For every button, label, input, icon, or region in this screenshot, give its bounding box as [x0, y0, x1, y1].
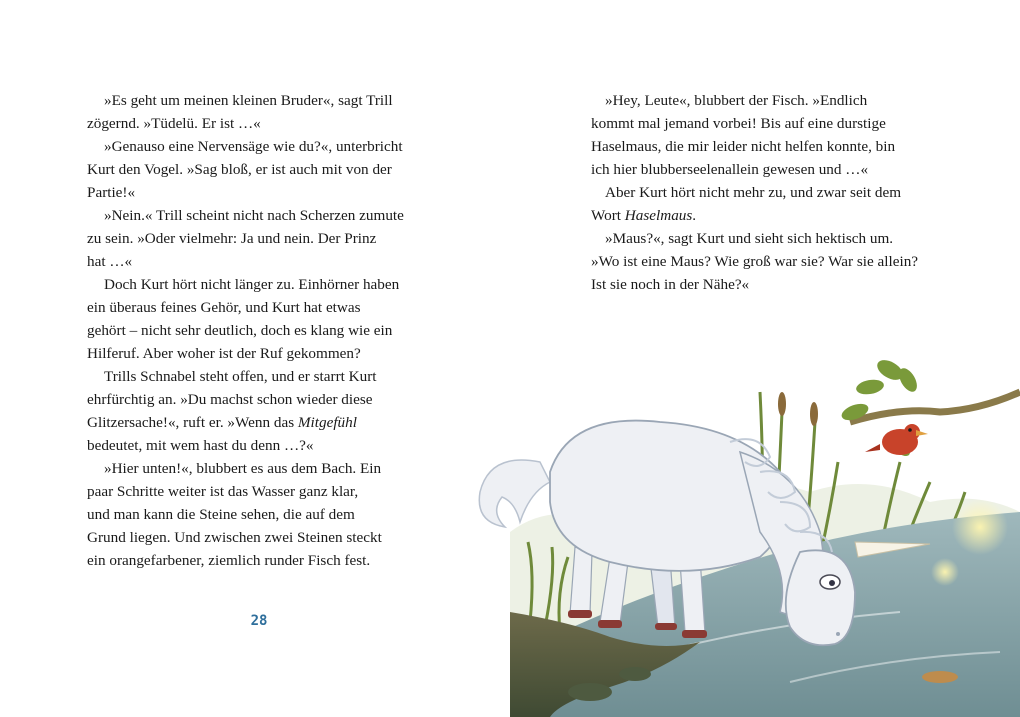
text-segment: . [692, 207, 697, 224]
unicorn-illustration [460, 352, 1020, 717]
text-line: Kurt den Vogel. »Sag bloß, er ist auch mit von der [87, 161, 392, 178]
emphasis-word: Mitgefühl [297, 414, 357, 431]
text-line: Trills Schnabel steht offen, und er starrt Kurt [104, 368, 377, 385]
fish-icon [922, 671, 958, 683]
text-line: »Maus?«, sagt Kurt und sieht sich hektisch um. [605, 230, 894, 247]
text-line: ich hier blubberseelenallein gewesen und …« [591, 161, 869, 178]
text-line: gehört – nicht sehr deutlich, doch es klang wie ein [87, 322, 393, 339]
bird-icon [865, 424, 928, 455]
emphasis-word: Haselmaus [624, 207, 693, 224]
text-line: Partie!« [87, 184, 136, 201]
text-line: »Hier unten!«, blubbert es aus dem Bach. Ein [104, 460, 382, 477]
text-line: »Genauso eine Nervensäge wie du?«, unterbricht [104, 138, 403, 155]
text-line: und man kann die Steine sehen, die auf dem [87, 506, 355, 523]
text-line: Hilferuf. Aber woher ist der Ruf gekommen? [87, 345, 361, 362]
text-line: »Nein.« Trill scheint nicht nach Scherzen zumute [104, 207, 404, 224]
text-line: zu sein. »Oder vielmehr: Ja und nein. Der Prinz [87, 230, 377, 247]
text-line: Aber Kurt hört nicht mehr zu, und zwar seit dem [605, 184, 902, 201]
text-line: Doch Kurt hört nicht länger zu. Einhörner haben [104, 276, 400, 293]
text-segment: Glitzersache!«, ruft er. »Wenn das [87, 414, 298, 431]
text-line: bedeutet, mit wem hast du denn …?« [87, 437, 314, 454]
cattail-icon [778, 392, 818, 426]
text-segment: Wort [591, 207, 625, 224]
text-line: paar Schritte weiter ist das Wasser ganz klar, [87, 483, 359, 500]
text-line: ehrfürchtig an. »Du machst schon wieder diese [87, 391, 373, 408]
text-line: zögernd. »Tüdelü. Er ist …« [87, 115, 261, 132]
text-line-with-emphasis [591, 204, 696, 227]
text-line: ein überaus feines Gehör, und Kurt hat etwas [87, 299, 361, 316]
text-line: »Hey, Leute«, blubbert der Fisch. »Endlich [605, 92, 868, 109]
text-line: ein orangefarbener, ziemlich runder Fisch fest. [87, 552, 371, 569]
sparkle-icon [952, 499, 1008, 555]
text-line: Grund liegen. Und zwischen zwei Steinen steckt [87, 529, 382, 546]
text-line: »Es geht um meinen kleinen Bruder«, sagt Trill [104, 92, 393, 109]
text-line: Ist sie noch in der Nähe?« [591, 276, 750, 293]
text-line-with-emphasis [87, 411, 357, 434]
text-line: hat …« [87, 253, 133, 270]
sparkle-icon [931, 558, 959, 586]
text-line: Haselmaus, die mir leider nicht helfen konnte, bin [591, 138, 896, 155]
text-line: kommt mal jemand vorbei! Bis auf eine durstige [591, 115, 886, 132]
text-line: »Wo ist eine Maus? Wie groß war sie? War sie allein? [591, 253, 919, 270]
unicorn-drinking-scene [460, 352, 1020, 717]
page-number: 28 [250, 613, 268, 629]
branch-icon [850, 392, 1020, 422]
